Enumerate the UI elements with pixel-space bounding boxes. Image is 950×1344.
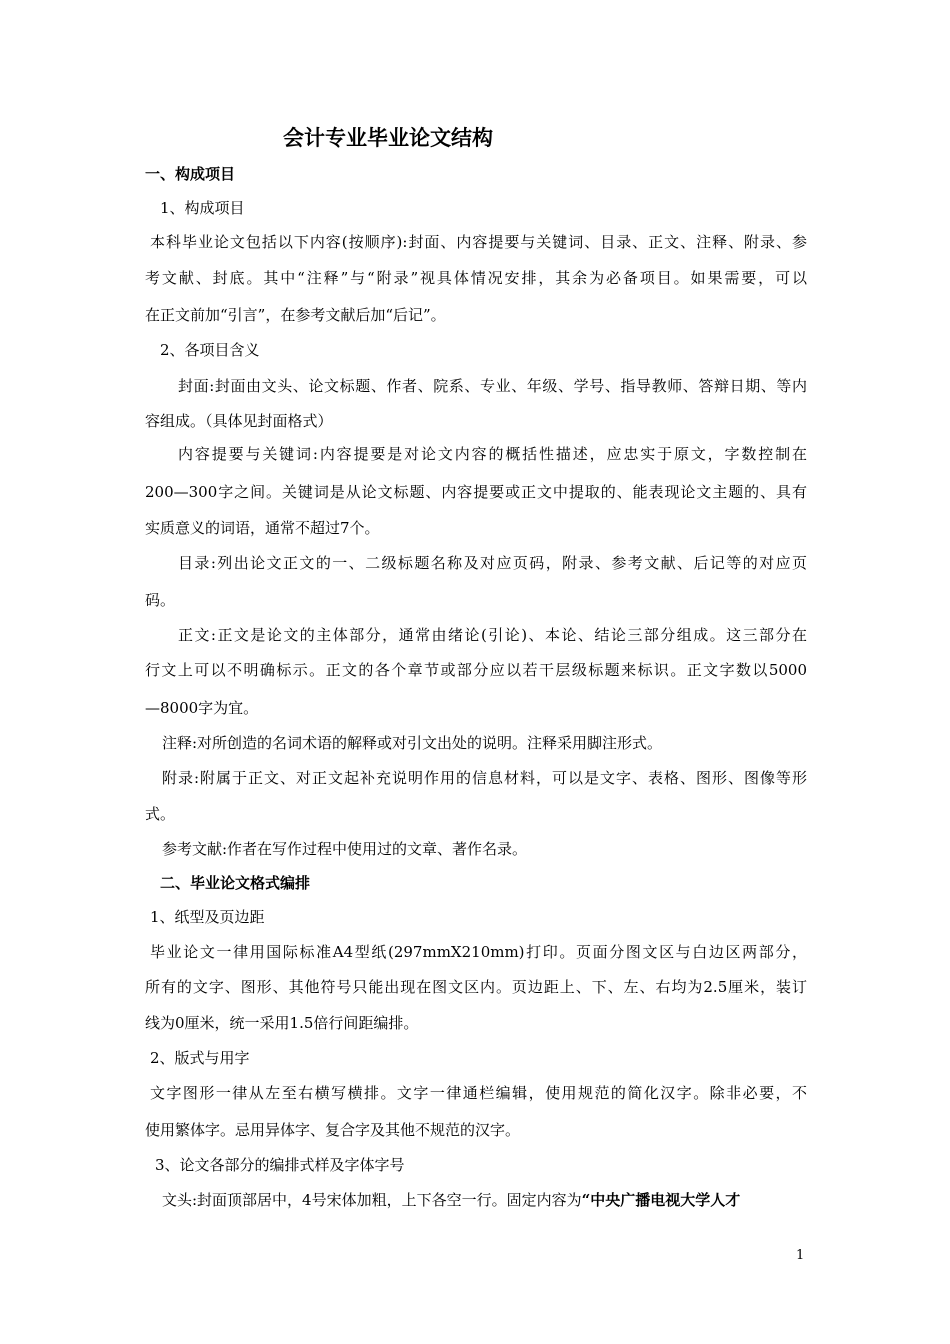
paragraph-line: 目录:列出论文正文的一、二级标题名称及对应页码，附录、参考文献、后记等的对应页: [178, 554, 807, 572]
paragraph-line: 参考文献:作者在写作过程中使用过的文章、著作名录。: [162, 840, 528, 858]
subsection-heading: 1、构成项目: [160, 199, 245, 217]
paragraph-line: 注释:对所创造的名词术语的解释或对引文出处的说明。注释采用脚注形式。: [162, 734, 663, 752]
paragraph-line: 200—300字之间。关键词是从论文标题、内容提要或正文中提取的、能表现论文主题的、具有: [145, 483, 807, 501]
subsection-heading: 2、版式与用字: [150, 1049, 250, 1067]
paragraph-line: —8000字为宜。: [145, 699, 259, 717]
subsection-heading: 3、论文各部分的编排式样及字体字号: [155, 1156, 405, 1174]
paragraph-line: 式。: [145, 805, 176, 823]
paragraph-line: 线为0厘米，统一采用1.5倍行间距编排。: [145, 1014, 419, 1032]
bold-text: “中央广播电视大学人才: [581, 1191, 741, 1209]
paragraph-line: [162, 1190, 824, 1210]
section-heading: 一、构成项目: [145, 165, 236, 183]
paragraph-line: 码。: [145, 591, 176, 609]
paragraph-line: 本科毕业论文包括以下内容(按顺序):封面、内容提要与关键词、目录、正文、注释、附录、参: [150, 233, 807, 251]
paragraph-line: 在正文前加“引言”，在参考文献后加“后记”。: [145, 306, 446, 324]
paragraph-line: 使用繁体字。忌用异体字、复合字及其他不规范的汉字。: [145, 1121, 521, 1139]
paragraph-text: 文头:封面顶部居中，4号宋体加粗，上下各空一行。固定内容为: [162, 1191, 582, 1209]
paragraph-line: 所有的文字、图形、其他符号只能出现在图文区内。页边距上、下、左、右均为2.5厘米，装订: [145, 978, 807, 996]
section-heading: 二、毕业论文格式编排: [160, 874, 311, 892]
paragraph-line: 实质意义的词语，通常不超过7个。: [145, 519, 380, 537]
paragraph-line: 附录:附属于正文、对正文起补充说明作用的信息材料，可以是文字、表格、图形、图像等形: [162, 769, 807, 787]
paragraph-line: 文字图形一律从左至右横写横排。文字一律通栏编辑，使用规范的简化汉字。除非必要，不: [150, 1084, 807, 1102]
paragraph-line: 考文献、封底。其中“注释”与“附录”视具体情况安排，其余为必备项目。如果需要，可以: [145, 269, 807, 287]
paragraph-line: 内容提要与关键词:内容提要是对论文内容的概括性描述，应忠实于原文，字数控制在: [178, 445, 807, 463]
page-title: 会计专业毕业论文结构: [283, 125, 493, 150]
page-number: 1: [796, 1248, 805, 1263]
subsection-heading: 2、各项目含义: [160, 341, 260, 359]
paragraph-line: 行文上可以不明确标示。正文的各个章节或部分应以若干层级标题来标识。正文字数以5000: [145, 661, 807, 679]
paragraph-line: 毕业论文一律用国际标准A4型纸(297mmX210mm)打印。页面分图文区与白边区两部分，: [150, 943, 807, 961]
subsection-heading: 1、纸型及页边距: [150, 908, 265, 926]
paragraph-line: 正文:正文是论文的主体部分，通常由绪论(引论)、本论、结论三部分组成。这三部分在: [178, 626, 807, 644]
paragraph-line: 容组成。（具体见封面格式）: [145, 412, 333, 430]
paragraph-line: 封面:封面由文头、论文标题、作者、院系、专业、年级、学号、指导教师、答辩日期、等内: [178, 377, 807, 395]
